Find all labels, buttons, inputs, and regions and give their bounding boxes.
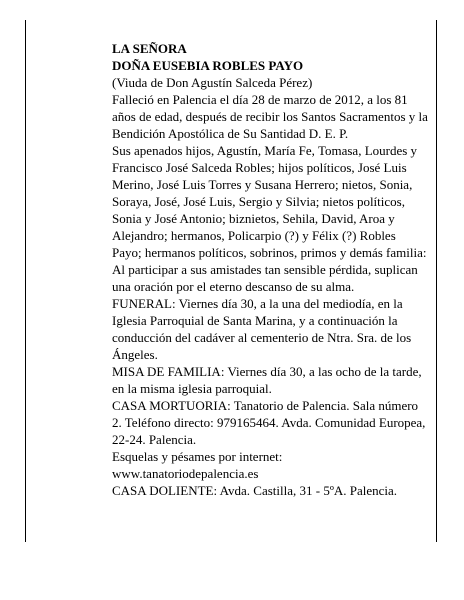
family-list: Sus apenados hijos, Agustín, María Fe, Tomasa, Lourdes y Francisco José Salceda Robles; hijos políticos, José Luis Merino, José Luis Torres y Susana Herrero; nietos, Sonia, Soraya, José, José Luis, Sergio y Silvia; nietos políticos, Sonia y José Antonio; biznietos, Sehila, David, Aroa y Alejandro; hermanos, Policarpio (?) y Félix (?) Robles Payo; hermanos políticos, sobrinos, primos y demás familia: [112,143,427,260]
frame-right-rule [436,20,437,542]
condolences-label: Esquelas y pésames por internet: [112,449,283,464]
death-notice: Falleció en Palencia el día 28 de marzo de 2012, a los 81 años de edad, después de recibir los Santos Sacramentos y la Bendición Apostólica de Su Santidad D. E. P. [112,92,428,141]
condolences-url: www.tanatoriodepalencia.es [112,466,259,481]
frame-left-rule [25,20,26,542]
obituary-text [112,40,428,499]
family-mass-info: MISA DE FAMILIA: Viernes día 30, a las ocho de la tarde, en la misma iglesia parroquial. [112,364,422,396]
funeral-info: FUNERAL: Viernes día 30, a la una del mediodía, en la Iglesia Parroquial de Santa Marina, y a continuación la conducción del cadáver al cementerio de Ntra. Sra. de los Ángeles. [112,296,412,362]
mortuary-info: CASA MORTUORIA: Tanatorio de Palencia. Sala número 2. Teléfono directo: 979165464. Avda. Comunidad Europea, 22-24. Palencia. [112,398,426,447]
title-line-1: LA SEÑORA [112,41,187,56]
home-address: CASA DOLIENTE: Avda. Castilla, 31 - 5ºA. Palencia. [112,483,398,498]
widow-of-line: (Viuda de Don Agustín Salceda Pérez) [112,75,313,90]
prayer-request: Al participar a sus amistades tan sensible pérdida, suplican una oración por el eterno descanso de su alma. [112,262,418,294]
deceased-name: DOÑA EUSEBIA ROBLES PAYO [112,58,304,73]
